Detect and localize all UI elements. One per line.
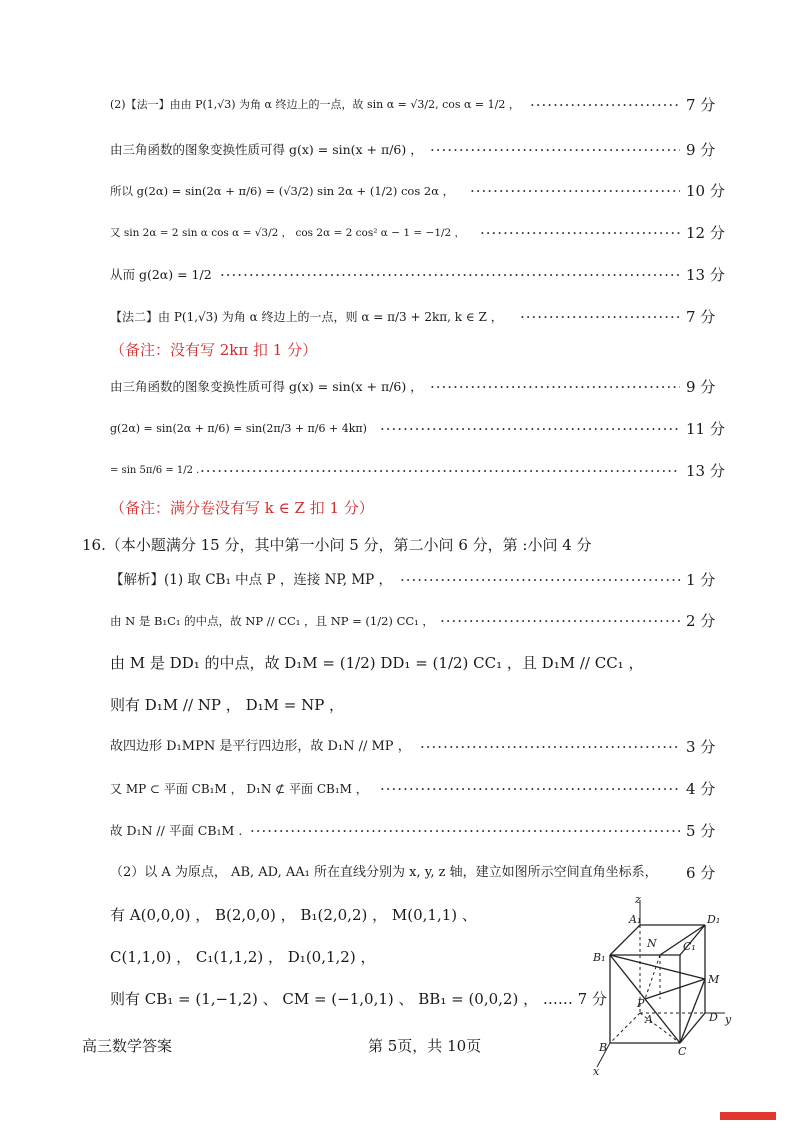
line-text: 所以 g(2α) = sin(2α + π/6) = (√3/2) sin 2α + (1/2) cos 2α ， [110, 184, 455, 198]
leader-dots [530, 88, 680, 122]
fig-label-A1: A₁ [629, 913, 642, 926]
answer-line [0, 646, 800, 680]
line-text: （备注：没有写 2kπ 扣 1 分） [110, 341, 318, 359]
answer-line [0, 133, 800, 167]
leader-dots [470, 174, 680, 208]
answer-line [0, 814, 800, 848]
score-label: 12 分 [686, 224, 725, 242]
score-label: 9 分 [686, 141, 716, 159]
fig-label-D1: D₁ [707, 913, 721, 926]
fig-label-M: M [708, 973, 720, 986]
line-text: （2）以 A 为原点， AB, AD, AA₁ 所在直线分别为 x, y, z 轴，建立如图所示空间直角坐标系， [110, 865, 658, 880]
fig-label-B: B [599, 1041, 608, 1054]
score-label: 3 分 [686, 738, 716, 756]
line-text: C(1,1,0) ， C₁(1,1,2) ， D₁(0,1,2) ， [110, 948, 376, 966]
line-text: 由三角函数的图象变换性质可得 g(x) = sin(x + π/6) ， [110, 142, 423, 157]
score-label: 13 分 [686, 462, 725, 480]
answer-line [0, 333, 800, 367]
score-label: 5 分 [686, 822, 716, 840]
leader-dots [380, 772, 680, 806]
answer-line [0, 216, 800, 250]
line-text: 又 MP ⊂ 平面 CB₁M ， D₁N ⊄ 平面 CB₁M ， [110, 782, 368, 796]
answer-line [0, 412, 800, 446]
answer-line [0, 563, 800, 597]
answer-line [0, 258, 800, 292]
leader-dots [380, 412, 680, 446]
line-text: = sin 5π/6 = 1/2 . [110, 465, 200, 476]
fig-label-P: P [637, 997, 645, 1010]
score-label: 7 分 [686, 308, 716, 326]
answer-line [0, 454, 800, 488]
answer-line [0, 88, 800, 122]
line-text: 故四边形 D₁MPN 是平行四边形，故 D₁N // MP ， [110, 739, 411, 754]
score-label: 2 分 [686, 612, 716, 630]
answer-line [0, 730, 800, 764]
leader-dots [430, 133, 680, 167]
leader-dots [400, 563, 680, 597]
leader-dots [440, 604, 680, 638]
score-label: 13 分 [686, 266, 725, 284]
fig-label-y: y [725, 1013, 732, 1026]
corner-mark [720, 1112, 776, 1120]
score-label: 10 分 [686, 182, 725, 200]
line-text: 则有 D₁M // NP ， D₁M = NP ， [110, 696, 345, 714]
leader-dots [420, 730, 680, 764]
fig-label-D: D [709, 1011, 718, 1024]
answer-line [0, 491, 800, 525]
line-text: 又 sin 2α = 2 sin α cos α = √3/2 ， cos 2α = 2 cos² α − 1 = −1/2 ， [110, 227, 466, 239]
line-text: （备注：满分卷没有写 k ∈ Z 扣 1 分） [110, 499, 374, 517]
line-text: 从而 g(2α) = 1/2 [110, 267, 212, 282]
fig-label-z: z [635, 895, 641, 906]
answer-line [0, 370, 800, 404]
leader-dots [220, 258, 680, 292]
fig-label-C: C [678, 1045, 687, 1058]
line-text: 有 A(0,0,0) ， B(2,0,0) ， B₁(2,0,2) ， M(0,1,1) 、 [110, 906, 477, 924]
fig-label-B1: B₁ [593, 951, 606, 964]
score-label: 9 分 [686, 378, 716, 396]
prism-figure [585, 895, 735, 1080]
score-label: 7 分 [686, 96, 716, 114]
leader-dots [520, 300, 680, 334]
score-label: 1 分 [686, 571, 716, 589]
leader-dots [250, 814, 680, 848]
line-text: 由三角函数的图象变换性质可得 g(x) = sin(x + π/6) ， [110, 379, 423, 394]
leader-dots [430, 370, 680, 404]
answer-line [0, 856, 800, 890]
answer-line [0, 300, 800, 334]
line-text: 16.（本小题满分 15 分，其中第一小问 5 分，第二小问 6 分，第 :小问 4 分 [82, 536, 592, 554]
answer-line [0, 772, 800, 806]
score-label: 6 分 [686, 864, 716, 882]
fig-label-x: x [593, 1065, 600, 1078]
fig-label-A: A [645, 1013, 653, 1026]
line-text: 由 N 是 B₁C₁ 的中点，故 NP // CC₁ ，且 NP = (1/2) CC₁ ， [110, 614, 434, 628]
line-text: (2)【法一】由由 P(1,√3) 为角 α 终边上的一点，故 sin α = √3/2, cos α = 1/2 ， [110, 98, 520, 111]
leader-dots [200, 454, 680, 488]
answer-line [0, 688, 800, 722]
score-label: 11 分 [686, 420, 725, 438]
line-text: 【解析】(1) 取 CB₁ 中点 P ，连接 NP, MP ， [110, 572, 393, 588]
leader-dots [480, 216, 680, 250]
line-text: 则有 CB₁ = (1,−1,2) 、 CM = (−1,0,1) 、 BB₁ = (0,0,2) ， …… 7 分 [110, 990, 607, 1008]
answer-line [0, 528, 800, 562]
fig-label-C1: C₁ [683, 940, 696, 953]
line-text: g(2α) = sin(2α + π/6) = sin(2π/3 + π/6 + 4kπ) [110, 422, 367, 435]
footer-page: 第 5页，共 10页 [368, 1037, 482, 1055]
footer-left: 高三数学答案 [82, 1037, 173, 1055]
answer-line [0, 604, 800, 638]
score-label: 4 分 [686, 780, 716, 798]
answer-line [0, 174, 800, 208]
fig-label-N: N [647, 937, 657, 950]
line-text: 【法二】由 P(1,√3) 为角 α 终边上的一点，则 α = π/3 + 2kπ, k ∈ Z ， [110, 310, 503, 324]
line-text: 由 M 是 DD₁ 的中点，故 D₁M = (1/2) DD₁ = (1/2) CC₁ ，且 D₁M // CC₁ ， [110, 654, 644, 672]
line-text: 故 D₁N // 平面 CB₁M . [110, 823, 243, 838]
